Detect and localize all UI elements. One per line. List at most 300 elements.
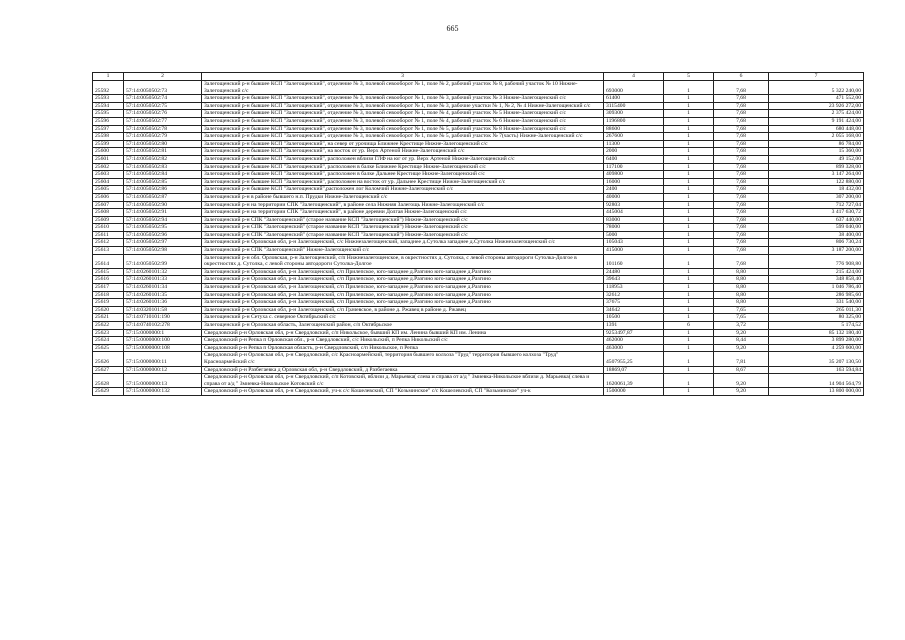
- area-value: 445004: [604, 209, 664, 217]
- rate-value: 7,68: [714, 231, 769, 239]
- row-number: 25612: [93, 239, 124, 247]
- area-value: 1500000: [604, 388, 664, 396]
- rate-value: 9,20: [714, 374, 769, 388]
- location-description: Залегощенский р-н бывшее КСП "Залегощенский", отделение № 3, полевой севооборот № 1, поле № 4, рабочий участок № 6 Нижне-Залегощенский с/с: [202, 117, 604, 125]
- table-row: [93, 276, 864, 284]
- table-row: [93, 95, 864, 103]
- cost-value: 49 152,00: [769, 155, 864, 163]
- rate-value: 7,68: [714, 239, 769, 247]
- table-row: [93, 216, 864, 224]
- count-value: 1: [664, 95, 714, 103]
- count-value: 1: [664, 329, 714, 337]
- location-description: Свердловский р-н Орловская обл, р-н Свердловский, с/п Котовский, вблизи д. Марьевка( слева и справа от а/д " Змиевка-Никольское вблизи д. Марьевка( слева и справа от а/д " Змиевка-Никольское Котовский с/с: [202, 374, 604, 388]
- count-value: 1: [664, 155, 714, 163]
- location-description: Залегощенский р-н бывшее КСП "Залегощенский", отделение № 3, полевой севооборот № 1, поле № 2, рабочий участок № 8, рабочий участок № 10 Нижне-Залегощенский с/с: [202, 81, 604, 95]
- table-row: [93, 329, 864, 337]
- area-value: 118953: [604, 284, 664, 292]
- count-value: 1: [664, 284, 714, 292]
- area-value: 11300: [604, 140, 664, 148]
- rate-value: 7,68: [714, 186, 769, 194]
- table-row: [93, 231, 864, 239]
- rate-value: 7,68: [714, 155, 769, 163]
- area-value: 463000: [604, 344, 664, 352]
- table-row: [93, 306, 864, 314]
- count-value: 1: [664, 140, 714, 148]
- row-number: 25601: [93, 155, 124, 163]
- row-number: 25592: [93, 81, 124, 95]
- area-value: 32612: [604, 291, 664, 299]
- area-value: 2400: [604, 186, 664, 194]
- count-value: 1: [664, 81, 714, 95]
- page-number: 665: [446, 24, 459, 33]
- count-value: 1: [664, 366, 714, 374]
- table-row: [93, 388, 864, 396]
- table-row: [93, 284, 864, 292]
- count-value: 1: [664, 344, 714, 352]
- table-row: [93, 374, 864, 388]
- table-row: [93, 337, 864, 345]
- table-row: [93, 344, 864, 352]
- column-header: 2: [124, 73, 202, 81]
- count-value: 1: [664, 268, 714, 276]
- count-value: 1: [664, 216, 714, 224]
- row-number: 25627: [93, 366, 124, 374]
- location-description: Залегощенский р-н на территории СПК "Залегощенский", в районе села Нижняя Залегощь Нижне-Залегощенский с/с: [202, 201, 604, 209]
- cost-value: 637 440,00: [769, 216, 864, 224]
- row-number: 25597: [93, 125, 124, 133]
- rate-value: 7,68: [714, 254, 769, 268]
- row-number: 25599: [93, 140, 124, 148]
- column-header: 3: [202, 73, 604, 81]
- count-value: 1: [664, 102, 714, 110]
- cadastral-number: 57:14:0050502:74: [124, 95, 202, 103]
- table-row: [93, 352, 864, 366]
- row-number: 25619: [93, 299, 124, 307]
- table-row: [93, 239, 864, 247]
- count-value: 1: [664, 209, 714, 217]
- cadastral-number: 57:14:0050502:77: [124, 117, 202, 125]
- cadastral-number: 57:14:0050502:84: [124, 171, 202, 179]
- row-number: 25613: [93, 247, 124, 255]
- row-number: 25616: [93, 276, 124, 284]
- count-value: 1: [664, 231, 714, 239]
- column-header: 7: [769, 73, 864, 81]
- rate-value: 9,20: [714, 344, 769, 352]
- row-number: 25617: [93, 284, 124, 292]
- location-description: Залегощенский р-н СПК "Залегощенский" (старое название КСП "Залегощенский") Нижне-Залегощенский с/с: [202, 216, 604, 224]
- rate-value: 7,68: [714, 102, 769, 110]
- cadastral-number: 57:15:0000000:132: [124, 388, 202, 396]
- cost-value: 4 259 600,00: [769, 344, 864, 352]
- table-row: [93, 366, 864, 374]
- cadastral-number: 57:14:0260101:36: [124, 299, 202, 307]
- rate-value: 9,20: [714, 329, 769, 337]
- cadastral-number: 57:14:0050502:97: [124, 239, 202, 247]
- row-number: 25623: [93, 329, 124, 337]
- cost-value: 3 187 200,00: [769, 247, 864, 255]
- area-value: 40000: [604, 193, 664, 201]
- table-row: [93, 224, 864, 232]
- row-number: 25608: [93, 209, 124, 217]
- area-value: 693000: [604, 81, 664, 95]
- location-description: Свердловский р-н Орловская обл, р-н Свердловский, уч-к с/с Кошелевский, СП "Козьминское" с/с Кошелевский, СП "Козьминское" уч-к: [202, 388, 604, 396]
- table-row: [93, 299, 864, 307]
- cadastral-number: 57:14:0260101:35: [124, 291, 202, 299]
- row-number: 25594: [93, 102, 124, 110]
- column-header: 4: [604, 73, 664, 81]
- count-value: 1: [664, 171, 714, 179]
- cadastral-number: 57:14:0050502:85: [124, 178, 202, 186]
- rate-value: 7,68: [714, 201, 769, 209]
- location-description: Залегощенский р-н СПК "Залегощенский" (старое название КСП "Залегощенский") Нижне-Залегощенский с/с: [202, 231, 604, 239]
- area-value: 6400: [604, 155, 664, 163]
- location-description: Залегощенский р-н бывшее КСП "Залегощенский",расположен лог Коломчий Нижне-Залегощенский с/с: [202, 186, 604, 194]
- table-row: [93, 291, 864, 299]
- rate-value: 7,68: [714, 133, 769, 141]
- count-value: 6: [664, 322, 714, 330]
- count-value: 1: [664, 201, 714, 209]
- row-number: 25611: [93, 231, 124, 239]
- table-row: [93, 268, 864, 276]
- cadastral-number: 57:14:0260101:33: [124, 276, 202, 284]
- table-row: [93, 140, 864, 148]
- cadastral-number: 57:15:0000000:12: [124, 366, 202, 374]
- rate-value: 8,80: [714, 291, 769, 299]
- cost-value: 776 908,80: [769, 254, 864, 268]
- cadastral-number: 57:14:0710101:190: [124, 314, 202, 322]
- count-value: 1: [664, 133, 714, 141]
- row-number: 25596: [93, 117, 124, 125]
- row-number: 25604: [93, 178, 124, 186]
- count-value: 1: [664, 314, 714, 322]
- table-row: [93, 110, 864, 118]
- rate-value: 7,68: [714, 193, 769, 201]
- location-description: Залегощенский р-н Орловская обл, р-н Залегощенский, с/п Прилепское, юго-западнее д.Разгино юго-западнее д.Разгино: [202, 299, 604, 307]
- rate-value: 7,68: [714, 209, 769, 217]
- cadastral-number: 57:14:0050502:95: [124, 224, 202, 232]
- row-number: 25624: [93, 337, 124, 345]
- location-description: Свердловский р-н Орловская обл, р-н Свердловский, с/п Никольское, бывший КП им. Ленина бывший КП им. Ленина: [202, 329, 604, 337]
- cost-value: 5 174,52: [769, 322, 864, 330]
- cadastral-number: 57:15:0000000:100: [124, 337, 202, 345]
- count-value: 1: [664, 193, 714, 201]
- cadastral-number: 57:14:0050502:75: [124, 102, 202, 110]
- column-header: 6: [714, 73, 769, 81]
- cadastral-number: 57:15:0000000:11: [124, 352, 202, 366]
- count-value: 1: [664, 276, 714, 284]
- area-value: 9253497,87: [604, 329, 664, 337]
- row-number: 25626: [93, 352, 124, 366]
- cadastral-number: 57:14:0050502:94: [124, 216, 202, 224]
- rate-value: 7,68: [714, 178, 769, 186]
- location-description: Залегощенский р-н СПК "Залегощенский" Нижне-Залегощенский с/с: [202, 247, 604, 255]
- cadastral-number: 57:14:0260101:34: [124, 284, 202, 292]
- cost-value: 15 360,00: [769, 148, 864, 156]
- cadastral-number: 57:14:0050502:79: [124, 133, 202, 141]
- rate-value: 7,68: [714, 163, 769, 171]
- cost-value: 286 985,60: [769, 291, 864, 299]
- location-description: Залегощенский р-н Орловская область, Залегощенский район, с/п Октябрьское: [202, 322, 604, 330]
- location-description: Залегощенский р-н Орловская обл, р-н Залегощенский, с/с Нижнезалегощенский, западнее д.Сутолка западнее д.Сутолка Нижнезалегощенский с/с: [202, 239, 604, 247]
- rate-value: 7,68: [714, 95, 769, 103]
- area-value: 117100: [604, 163, 664, 171]
- cost-value: 86 784,00: [769, 140, 864, 148]
- cadastral-number: 57:15:0000000:108: [124, 344, 202, 352]
- area-value: 1620061,39: [604, 374, 664, 388]
- row-number: 25620: [93, 306, 124, 314]
- table-body: [93, 73, 864, 396]
- cadastral-number: 57:14:0050502:81: [124, 148, 202, 156]
- table-row: [93, 133, 864, 141]
- location-description: Залегощенский р-н Орловская обл, р-н Залегощенский, с/п Прилепское, юго-западнее д.Разгино юго-западнее д.Разгино: [202, 284, 604, 292]
- cadastral-number: 57:14:0050502:87: [124, 193, 202, 201]
- area-value: 16000: [604, 178, 664, 186]
- location-description: Залегощенский р-н Орловская обл, р-н Залегощенский, с/п Прилепское, юго-западнее д.Разгино юго-западнее д.Разгино: [202, 268, 604, 276]
- count-value: 1: [664, 254, 714, 268]
- area-value: 415000: [604, 247, 664, 255]
- count-value: 1: [664, 178, 714, 186]
- rate-value: 7,68: [714, 216, 769, 224]
- count-value: 1: [664, 299, 714, 307]
- rate-value: 7,68: [714, 117, 769, 125]
- table-row: [93, 171, 864, 179]
- table-row: [93, 155, 864, 163]
- cadastral-number: 57:15:0000000:13: [124, 374, 202, 388]
- row-number: 25618: [93, 291, 124, 299]
- cost-value: 163 594,84: [769, 366, 864, 374]
- count-value: 1: [664, 163, 714, 171]
- location-description: Залегощенский р-н бывшее КСП "Залегощенский", расположен в балке Ближнее Крестище Нижне-Залегощенский с/с: [202, 163, 604, 171]
- row-number: 25614: [93, 254, 124, 268]
- area-value: 462000: [604, 337, 664, 345]
- area-value: 309300: [604, 110, 664, 118]
- cost-value: 38 400,00: [769, 231, 864, 239]
- count-value: 1: [664, 374, 714, 388]
- row-number: 25607: [93, 201, 124, 209]
- area-value: 24480: [604, 268, 664, 276]
- rate-value: 7,68: [714, 81, 769, 95]
- cost-value: 680 448,00: [769, 125, 864, 133]
- cost-value: 3 417 630,72: [769, 209, 864, 217]
- cost-value: 307 200,00: [769, 193, 864, 201]
- location-description: Залегощенский р-н бывшее КСП "Залегощенский", на север от урочища Ближнее Крестище Нижне-Залегощенский с/с: [202, 140, 604, 148]
- rate-value: 7,81: [714, 352, 769, 366]
- count-value: 1: [664, 352, 714, 366]
- row-number: 25593: [93, 95, 124, 103]
- rate-value: 8,80: [714, 299, 769, 307]
- land-register-table: [92, 72, 864, 396]
- area-value: 39643: [604, 276, 664, 284]
- area-value: 37675: [604, 299, 664, 307]
- cadastral-number: 57:14:0050502:90: [124, 201, 202, 209]
- row-number: 25602: [93, 163, 124, 171]
- table-row: [93, 125, 864, 133]
- location-description: Залегощенский р-н бывшее КСП "Залегощенский", отделение № 3, полевой севооборот № 1, поле № 5, рабочий участок № 7(часть) Нижне-Залегощенский с/с: [202, 133, 604, 141]
- row-number: 25606: [93, 193, 124, 201]
- cost-value: 899 328,00: [769, 163, 864, 171]
- location-description: Залегощенский р-н в районе бывшего н.п. Прудки Нижне-Залегощенский с/с: [202, 193, 604, 201]
- row-number: 25610: [93, 224, 124, 232]
- cadastral-number: 57:14:0050502:76: [124, 110, 202, 118]
- location-description: Залегощенский р-н на территории СПК "Залегощенский", в районе деревни Долгая Нижне-Залегощенский с/с: [202, 209, 604, 217]
- area-value: 18869,07: [604, 366, 664, 374]
- cadastral-number: 57:14:0050502:98: [124, 247, 202, 255]
- row-number: 25609: [93, 216, 124, 224]
- cost-value: 3 147 264,00: [769, 171, 864, 179]
- rate-value: 7,68: [714, 110, 769, 118]
- table-row: [93, 186, 864, 194]
- cadastral-number: 57:14:0740102:278: [124, 322, 202, 330]
- location-description: Залегощенский р-н Орловская обл, р-н Залегощенский, с/п Прилепское, юго-западнее д.Разгино юго-западнее д.Разгино: [202, 276, 604, 284]
- cost-value: 471 552,00: [769, 95, 864, 103]
- area-value: 10500: [604, 314, 664, 322]
- table-row: [93, 314, 864, 322]
- count-value: 1: [664, 388, 714, 396]
- cadastral-number: 57:14:0050502:91: [124, 209, 202, 217]
- rate-value: 7,68: [714, 125, 769, 133]
- cost-value: 18 432,00: [769, 186, 864, 194]
- cadastral-number: 57:14:0320101:58: [124, 306, 202, 314]
- cadastral-number: 57:14:0050502:96: [124, 231, 202, 239]
- location-description: Залегощенский р-н Сетуха с. северное Октябрьский с/с: [202, 314, 604, 322]
- cost-value: 599 040,00: [769, 224, 864, 232]
- rate-value: 7,68: [714, 140, 769, 148]
- cadastral-number: 57:14:0050502:73: [124, 81, 202, 95]
- table-row: [93, 193, 864, 201]
- row-number: 25615: [93, 268, 124, 276]
- cost-value: 806 730,24: [769, 239, 864, 247]
- location-description: Свердловский р-н Репка п Орловская обл., р-н Свердловский, с/с Никольский, п Репка Никольский с/с: [202, 337, 604, 345]
- cost-value: 122 880,00: [769, 178, 864, 186]
- location-description: Залегощенский р-н бывшее КСП "Залегощенский", расположен вблизи ГЛФ на юг от ур. Верх Артеной Нижне-Залегощенский с/с: [202, 155, 604, 163]
- location-description: Залегощенский р-н бывшее КСП "Залегощенский", расположен на восток от ур. Дальнее Крестище Нижне-Залегощенский с/с: [202, 178, 604, 186]
- area-value: 1196800: [604, 117, 664, 125]
- cadastral-number: 57:14:0050502:78: [124, 125, 202, 133]
- table-row: [93, 201, 864, 209]
- rate-value: 7,68: [714, 148, 769, 156]
- location-description: Свердловский р-н Разбегаевка д Орловская обл, р-н Свердловский, д Разбегаевка: [202, 366, 604, 374]
- cost-value: 331 540,00: [769, 299, 864, 307]
- rate-value: 3,72: [714, 322, 769, 330]
- rate-value: 8,80: [714, 268, 769, 276]
- area-value: 83000: [604, 216, 664, 224]
- location-description: Залегощенский р-н Орловская обл, р-н Залегощенский, с/п Прилепское, юго-западнее д.Разгино юго-западнее д.Разгино: [202, 291, 604, 299]
- cost-value: 2 375 424,00: [769, 110, 864, 118]
- count-value: 1: [664, 110, 714, 118]
- table-row: [93, 163, 864, 171]
- count-value: 1: [664, 247, 714, 255]
- count-value: 1: [664, 186, 714, 194]
- cost-value: 9 191 424,00: [769, 117, 864, 125]
- area-value: 34642: [604, 306, 664, 314]
- table-row: [93, 102, 864, 110]
- location-description: Свердловский р-н Репка п Орловская область, р-н Свердловский, с/п Никольское, п Репка: [202, 344, 604, 352]
- column-header: 5: [664, 73, 714, 81]
- column-header: 1: [93, 73, 124, 81]
- area-value: 92803: [604, 201, 664, 209]
- area-value: 3115400: [604, 102, 664, 110]
- area-value: 1391: [604, 322, 664, 330]
- count-value: 1: [664, 224, 714, 232]
- cost-value: 2 055 168,00: [769, 133, 864, 141]
- location-description: Залегощенский р-н бывшее КСП "Залегощенский", отделение № 3, полевой севооборот № 1, поле № 4, рабочий участок № 5 Нижне-Залегощенский с/с: [202, 110, 604, 118]
- row-number: 25598: [93, 133, 124, 141]
- table-row: [93, 322, 864, 330]
- row-number: 25595: [93, 110, 124, 118]
- table-row: [93, 209, 864, 217]
- cadastral-number: 57:14:0050502:99: [124, 254, 202, 268]
- cost-value: 14 904 564,79: [769, 374, 864, 388]
- cost-value: 215 424,00: [769, 268, 864, 276]
- area-value: 78000: [604, 224, 664, 232]
- cadastral-number: 57:14:0050502:82: [124, 155, 202, 163]
- area-value: 267600: [604, 133, 664, 141]
- area-value: 88600: [604, 125, 664, 133]
- cost-value: 13 800 000,00: [769, 388, 864, 396]
- cost-value: 348 858,40: [769, 276, 864, 284]
- location-description: Залегощенский р-н СПК "Залегощенский" (старое название КСП "Залегощенский") Нижне-Залегощенский с/с: [202, 224, 604, 232]
- count-value: 1: [664, 306, 714, 314]
- cadastral-number: 57:15:0000000:1: [124, 329, 202, 337]
- table-row: [93, 148, 864, 156]
- row-number: 25605: [93, 186, 124, 194]
- cadastral-number: 57:14:0050502:86: [124, 186, 202, 194]
- cost-value: 23 926 272,00: [769, 102, 864, 110]
- rate-value: 7,68: [714, 224, 769, 232]
- cost-value: 80 325,00: [769, 314, 864, 322]
- area-value: 61400: [604, 95, 664, 103]
- column-header-row: [93, 73, 864, 81]
- count-value: 1: [664, 125, 714, 133]
- cost-value: 3 899 280,00: [769, 337, 864, 345]
- location-description: Залегощенский р-н бывшее КСП "Залегощенский", расположен в балке Дальнее Крестище Нижне-Залегощенский с/с: [202, 171, 604, 179]
- table-row: [93, 247, 864, 255]
- area-value: 101160: [604, 254, 664, 268]
- table-row: [93, 254, 864, 268]
- location-description: Залегощенский р-н бывшее КСП "Залегощенский", отделение № 3, полевой севооборот № 1, поле № 3, рабочий участок № 3 Нижне-Залегощенский с/с: [202, 95, 604, 103]
- cadastral-number: 57:14:0050502:83: [124, 163, 202, 171]
- rate-value: 7,68: [714, 247, 769, 255]
- location-description: Залегощенский р-н бывшее КСП "Залегощенский", отделение № 3, полевой севооборот № 1, поле № 5, рабочий участок № 8 Нижне-Залегощенский с/с: [202, 125, 604, 133]
- rate-value: 7,65: [714, 314, 769, 322]
- area-value: 5000: [604, 231, 664, 239]
- row-number: 25603: [93, 171, 124, 179]
- rate-value: 9,20: [714, 388, 769, 396]
- row-number: 25629: [93, 388, 124, 396]
- count-value: 1: [664, 117, 714, 125]
- cost-value: 5 322 240,00: [769, 81, 864, 95]
- count-value: 1: [664, 239, 714, 247]
- rate-value: 8,80: [714, 276, 769, 284]
- row-number: 25600: [93, 148, 124, 156]
- table-row: [93, 81, 864, 95]
- cadastral-number: 57:14:0050502:80: [124, 140, 202, 148]
- cadastral-number: 57:14:0260101:32: [124, 268, 202, 276]
- location-description: Залегощенский р-н обл. Орловская, р-н Залегощенский, с/п Нижнезалегощенское, в окрестностях д. Сутолка, с левой стороны автодороги Сутолка-Долгое в окрестностях д. Сутолка, с левой стороны автодороги Сутолка-Долгое: [202, 254, 604, 268]
- cost-value: 1 046 786,40: [769, 284, 864, 292]
- table-row: [93, 178, 864, 186]
- rate-value: 7,68: [714, 171, 769, 179]
- table-row: [93, 117, 864, 125]
- rate-value: 8,44: [714, 337, 769, 345]
- cost-value: 85 132 180,40: [769, 329, 864, 337]
- area-value: 2000: [604, 148, 664, 156]
- location-description: Залегощенский р-н Орловская обл, р-н Залегощенский, с/п Грачевское, в районе д. Ржавец в районе д. Ржавец: [202, 306, 604, 314]
- row-number: 25625: [93, 344, 124, 352]
- rate-value: 7,65: [714, 306, 769, 314]
- count-value: 1: [664, 337, 714, 345]
- row-number: 25622: [93, 322, 124, 330]
